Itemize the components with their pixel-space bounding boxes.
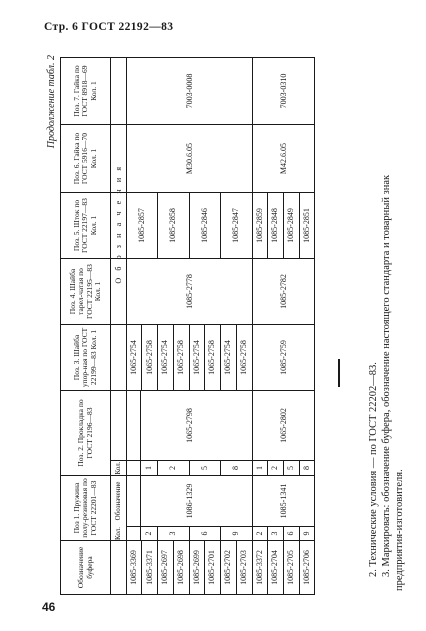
pos2-qty-value: 1 [254,466,264,470]
header-pos1: Поз 1. Пружина полу-резиновая по ГОСТ 22201—83 [71,478,98,538]
table-row: 1085-2701 [207,550,217,585]
pos2-qty-value: 8 [301,466,311,470]
pos1-qty-value: 6 [199,531,209,536]
table-row: 1085-2697 [160,550,170,585]
pos5-value: 1085-2846 [199,208,209,243]
pos1-qty-value: 9 [231,531,241,536]
pos5-value: 1085-2848 [270,208,280,243]
pos4-value: 1085-2782 [278,274,288,309]
pos3-value: 1065-2758 [144,340,154,375]
pos3-value: 1065-2754 [223,340,233,375]
table-row: 1085-2704 [270,550,280,585]
pos2-qty-value: 2 [168,466,178,470]
pos2-qty-value: 8 [231,466,241,470]
pos2-designation-value: 1065-2802 [278,408,288,443]
table-row: 1085-2702 [223,550,233,585]
note-3: 3. Маркировать: обозначение буфера, обозначение настоящего стандарта и товарный знак [381,174,393,577]
pos7-value: 7003-0008 [184,73,194,109]
pos3-value: 1085-2759 [278,340,288,375]
pos1-qty-value: 2 [254,531,264,536]
header-pos6: Поз. 6. Гайка по ГОСТ 5916—70 Кол. 1 [71,132,98,185]
pos3-value: 1065-2754 [160,340,170,375]
pos2-qty-value: 1 [144,466,154,470]
table-row: 1085-3372 [254,550,264,585]
header-pos2: Поз. 2. Прокладка по ГОСТ 2196—83 [76,399,94,467]
continuation-label: Продолжение табл. 2 [46,55,57,149]
page-number: 46 [42,600,56,614]
pos2-designation-value: 1065-2798 [184,408,194,443]
header-pos5: Поз. 5. Шток по ГОСТ 22197—83 Кол. 1 [71,198,98,253]
table-row: 1085-2703 [239,550,249,585]
pos1-qty-value: 3 [168,531,178,536]
pos2-qty-value: 5 [286,466,296,470]
pos3-value: 1065-2754 [191,340,201,375]
page-header: Стр. 6 ГОСТ 22192—83 [44,21,174,33]
pos6-value: М30.6.05 [184,142,194,175]
pos7-value: 7003-0310 [278,73,288,109]
pos5-value: 1085-2857 [137,208,147,243]
note-2: 2. Технические условия — по ГОСТ 22202—83. [368,362,379,577]
separator-rule [338,359,340,387]
note-3-continuation: предприятия-изготовителя. [394,469,406,591]
pos5-value: 1085-2851 [301,208,311,243]
header-pos4: Поз. 4. Шайба тарел-чатая по ГОСТ 22195—83 Кол. 1 [67,264,102,319]
table-row: 1085-2706 [301,550,311,585]
pos3-value: 1065-2758 [239,340,249,375]
pos3-value: 1065-2758 [207,340,217,375]
pos1-qty-value: 3 [270,531,280,536]
pos1-designation-value: 1085-1341 [278,483,288,519]
notes [367,61,406,591]
pos1-qty-value: 9 [301,531,311,536]
pos2-qty-value: 2 [270,466,280,470]
pos3-value: 1065-2754 [128,340,138,375]
table-row: 1085-2699 [191,550,201,585]
pos1-designation-value: 1086-1329 [184,483,194,519]
pos1-qty-value: 6 [286,531,296,536]
header-pos7: Поз. 7. Гайка по ГОСТ 8918—69 Кол. 1 [71,65,98,117]
table-row: 1085-3369 [128,550,138,585]
header-pos3: Поз. 3. Шайба упор-ная по ГОСТ 22199—83 Кол. 1 [71,327,98,388]
table-row: 1085-3371 [144,550,154,585]
pos5-value: 1085-2849 [286,208,296,243]
header-pos1-qty: Кол. [113,527,122,540]
table-row: 1085-2698 [176,550,186,585]
header-pos1-desig: Обозначение [113,481,122,521]
table-row: 1085-2705 [286,550,296,585]
pos5-value: 1085-2847 [231,208,241,243]
header-designations-band: О б о з н а ч е н и я [113,164,123,284]
header-designation: Обозначение буфера [76,546,94,589]
pos3-value: 1065-2758 [176,340,186,375]
pos1-qty-value: 2 [144,531,154,536]
pos5-value: 1085-2858 [168,208,178,243]
pos5-value: 1085-2859 [254,208,264,243]
header-pos2-qty: Кол. [113,461,122,475]
rotated-table-block [44,55,414,595]
pos6-value: М42.6.05 [278,142,288,175]
pos4-value: 1085-2778 [184,274,194,309]
pos2-qty-value: 5 [199,466,209,470]
